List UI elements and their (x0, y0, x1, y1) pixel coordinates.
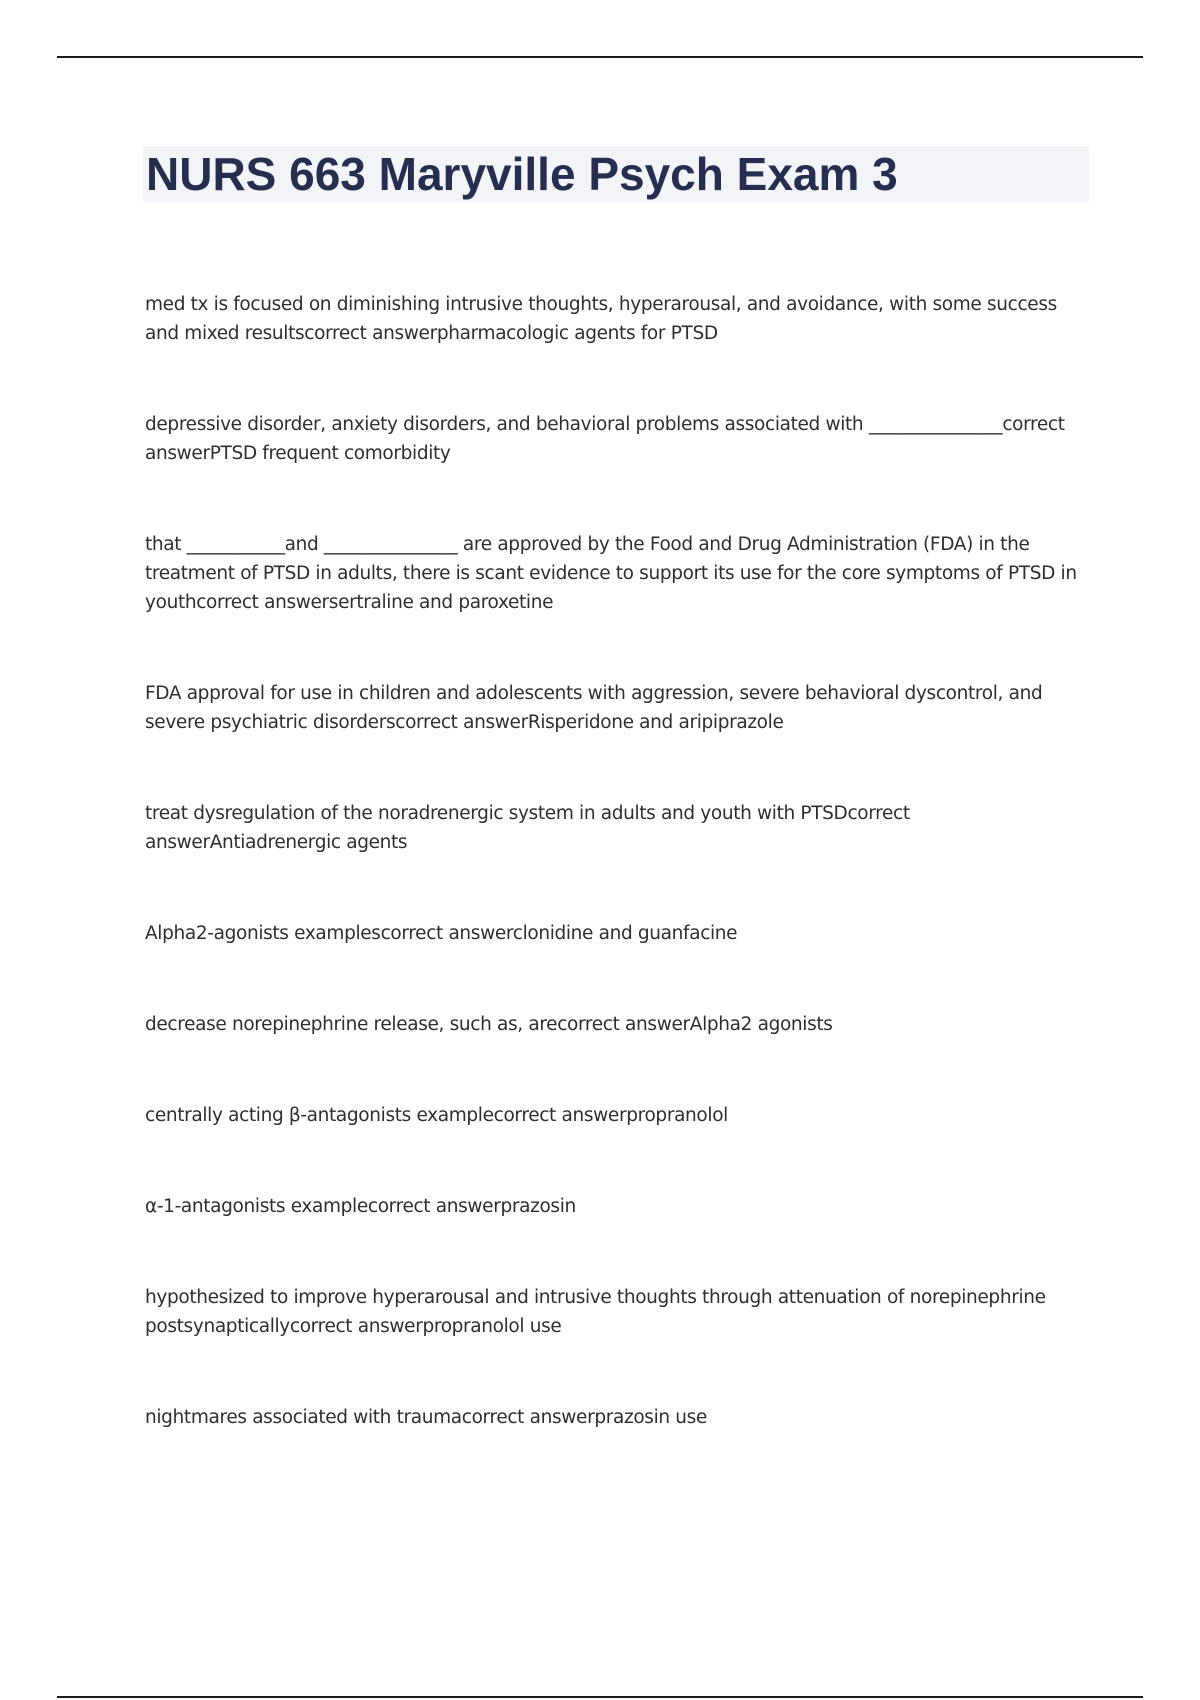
top-rule (57, 56, 1143, 58)
qa-entry: depressive disorder, anxiety disorders, and behavioral problems associated with _______________correct answerPTSD frequent comorbidity (145, 414, 1065, 464)
qa-entry: Alpha2-agonists examplescorrect answerclonidine and guanfacine (145, 923, 738, 944)
qa-entry: FDA approval for use in children and adolescents with aggression, severe behavioral dyscontrol, and severe psychiatric disorderscorrect answerRisperidone and aripiprazole (145, 683, 1043, 733)
qa-entry: α-1-antagonists examplecorrect answerprazosin (145, 1196, 576, 1217)
document-title: NURS 663 Maryville Psych Exam 3 (146, 148, 898, 200)
qa-entry: centrally acting β-antagonists examplecorrect answerpropranolol (145, 1105, 728, 1126)
qa-entry: hypothesized to improve hyperarousal and intrusive thoughts through attenuation of norepinephrine postsynapticallycorrect answerpropranolol use (145, 1287, 1046, 1337)
qa-entry: treat dysregulation of the noradrenergic system in adults and youth with PTSDcorrect answerAntiadrenergic agents (145, 803, 910, 853)
bottom-rule (57, 1696, 1143, 1698)
qa-list (145, 290, 1090, 1494)
qa-entry: that ___________and _______________ are approved by the Food and Drug Administration (FDA) in the treatment of PTSD in adults, there is scant evidence to support its use for the core symptoms of PTSD in youthcorrect answersertraline and paroxetine (145, 534, 1077, 613)
qa-entry: decrease norepinephrine release, such as, arecorrect answerAlpha2 agonists (145, 1014, 833, 1035)
qa-entry: nightmares associated with traumacorrect answerprazosin use (145, 1407, 707, 1428)
qa-entry: med tx is focused on diminishing intrusive thoughts, hyperarousal, and avoidance, with some success and mixed resultscorrect answerpharmacologic agents for PTSD (145, 294, 1057, 344)
